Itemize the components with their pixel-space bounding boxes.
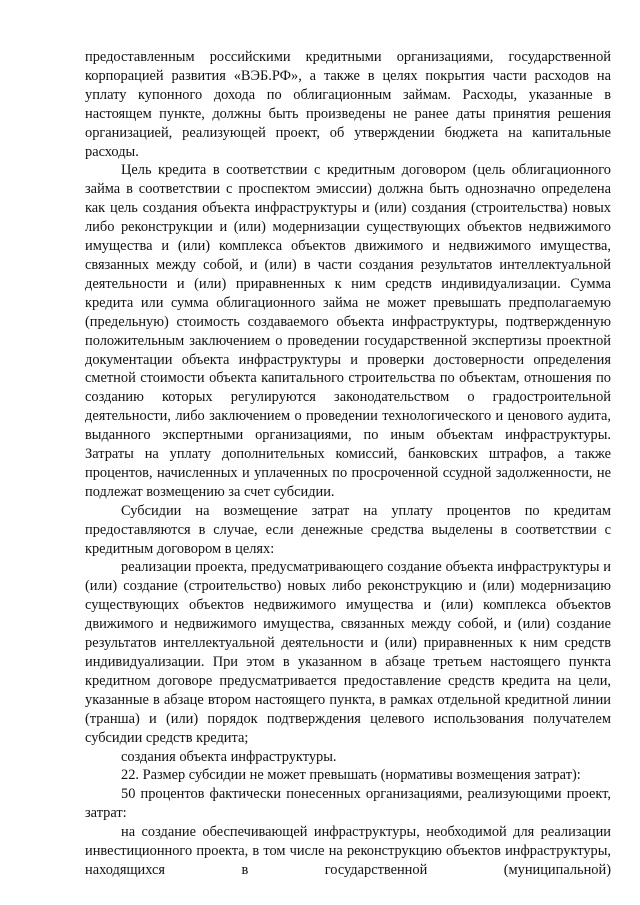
paragraph-6: 22. Размер субсидии не может превышать (нормативы возмещения затрат): [121,767,581,784]
paragraph-4: реализации проекта, предусматривающего создание объекта инфраструктуры и (или) создание (строительство) новых либо реконструкцию и (или) модернизацию существующих объектов недвижимого имущества и (или) комплекса объектов движимого и недвижимого имущества, связанных между собой, и (или) создание результатов интеллектуальной деятельности и (или) приравненных к ним средств индивидуализации. При этом в указанном в абзаце третьем настоящего пункта кредитном договоре предусматривается предоставление средств кредита на цели, указанные в абзаце втором настоящего пункта, в рамках отдельной кредитной линии (транша) и (или) порядок подтверждения целевого использования получателем субсидии средств кредита; [85,559,611,746]
paragraph-2: Цель кредита в соответствии с кредитным договором (цель облигационного займа в соответствии с проспектом эмиссии) должна быть однозначно определена как цель создания объекта инфраструктуры и (или) создания (строительства) новых либо реконструкции и (или) модернизации существующих объектов недвижимого имущества и (или) комплекса объектов движимого и недвижимого имущества, связанных между собой, и (или) в части создания результатов интеллектуальной деятельности и (или) приравненных к ним средств индивидуализации. Сумма кредита или сумма облигационного займа не может превышать предполагаемую (предельную) стоимость создаваемого объекта инфраструктуры, подтвержденную положительным заключением о проведении государственной экспертизы проектной документации объекта инфраструктуры и проверки достоверности определения сметной стоимости объекта капитального строительства по объектам, отношения по созданию которых регулируются законодательством о градостроительной деятельности, либо заключением о проведении технологического и ценового аудита, выданного экспертными организациями, по иным объектам инфраструктуры. Затраты на уплату дополнительных комиссий, банковских штрафов, а также процентов, начисленных и уплаченных по просроченной ссудной задолженности, не подлежат возмещению за счет субсидии. [85,162,611,500]
paragraph-8: на создание обеспечивающей инфраструктуры, необходимой для реализации инвестиционного проекта, в том числе на реконструкцию объектов инфраструктуры, находящихся в государственной (муниципальной) [85,824,611,878]
paragraph-5: создания объекта инфраструктуры. [121,748,337,765]
paragraph-1: предоставленным российскими кредитными организациями, государственной корпорацией развития «ВЭБ.РФ», а также в целях покрытия части расходов на уплату купонного дохода по облигационным займам. Расходы, указанные в настоящем пункте, должны быть произведены не ранее даты принятия решения организацией, реализующей проект, об утверждении бюджета на капитальные расходы. [85,49,611,160]
document-body [85,48,611,880]
paragraph-7: 50 процентов фактически понесенных организациями, реализующими проект, затрат: [85,786,611,822]
paragraph-3: Субсидии на возмещение затрат на уплату процентов по кредитам предоставляются в случае, если денежные средства выделены в соответствии с кредитным договором в целях: [85,502,611,557]
